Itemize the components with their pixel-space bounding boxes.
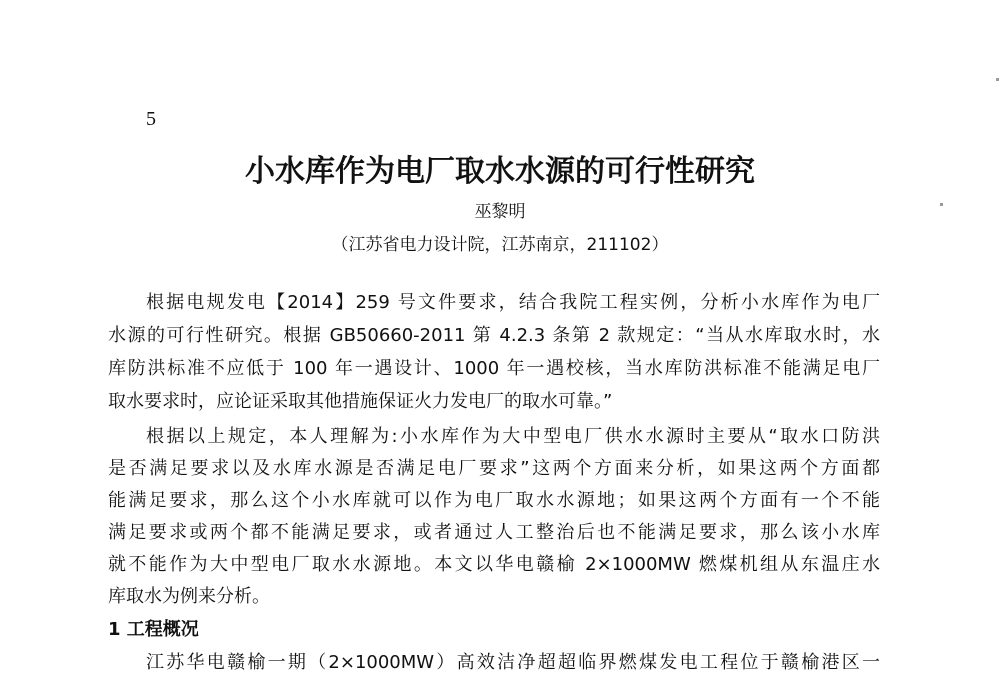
paragraph-line: 满足要求或两个都不能满足要求，或者通过人工整治后也不能满足要求，那么该小水库 (108, 522, 880, 543)
paragraph-line: 是否满足要求以及水库水源是否满足电厂要求”这两个方面来分析，如果这两个方面都 (108, 458, 880, 479)
paragraph-line: 库防洪标准不应低于 100 年一遇设计、1000 年一遇校核，当水库防洪标准不能满足电厂 (108, 358, 880, 379)
paragraph-line: 能满足要求，那么这个小水库就可以作为电厂取水水源地；如果这两个方面有一个不能 (108, 490, 880, 511)
paragraph-line: 水源的可行性研究。根据 GB50660-2011 第 4.2.3 条第 2 款规定：“当从水库取水时，水 (108, 325, 880, 346)
page-title: 小水库作为电厂取水水源的可行性研究 (245, 154, 755, 189)
paragraph-line: 库取水为例来分析。 (108, 586, 270, 607)
scan-mark-1 (940, 203, 943, 206)
paragraph-line: 取水要求时，应论证采取其他措施保证火力发电厂的取水可靠。” (108, 391, 613, 412)
affiliation: （江苏省电力设计院，江苏南京，211102） (331, 235, 669, 255)
paragraph-line: 就不能作为大中型电厂取水水源地。本文以华电赣榆 2×1000MW 燃煤机组从东温庄水 (108, 554, 880, 575)
paragraph-line: 根据电规发电【2014】259 号文件要求，结合我院工程实例，分析小水库作为电厂 (146, 292, 880, 313)
scan-mark-2 (996, 78, 999, 81)
paragraph-line: 根据以上规定，本人理解为:小水库作为大中型电厂供水水源时主要从“取水口防洪 (146, 426, 880, 447)
author: 巫黎明 (474, 202, 526, 222)
page-number: 5 (146, 108, 156, 130)
section-first-line: 江苏华电赣榆一期（2×1000MW）高效洁净超超临界燃煤发电工程位于赣榆港区一 (146, 652, 880, 673)
section-heading: 1 工程概况 (108, 619, 199, 640)
